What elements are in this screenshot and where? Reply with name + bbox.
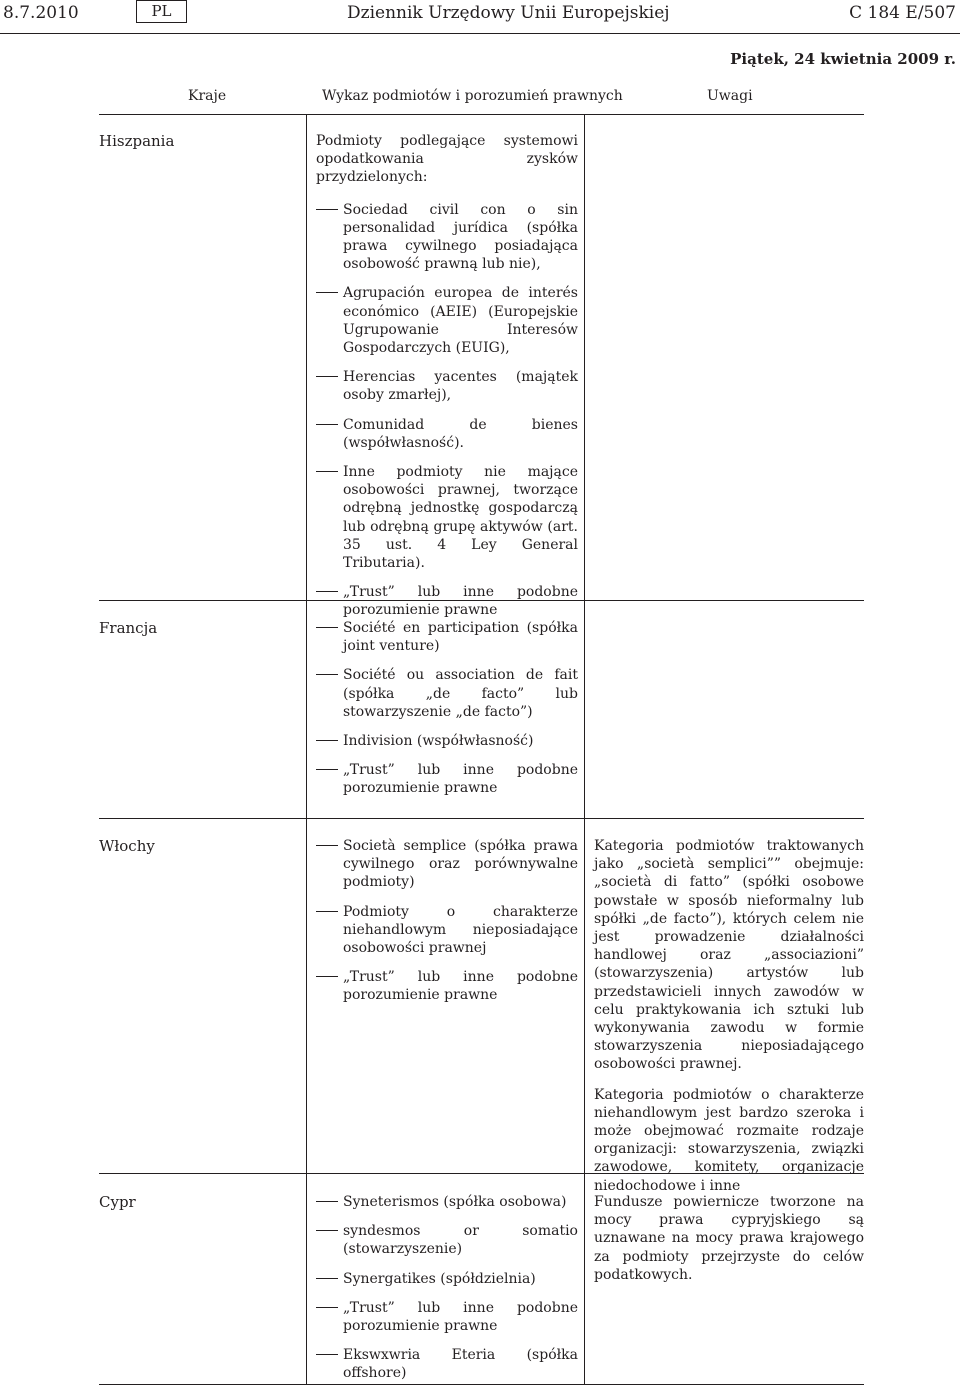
entity-list <box>316 1193 578 1394</box>
list-item: Inne podmioty nie mające osobowości prawnej, tworzące odrębną jednostkę gospodarczą lub odrębną grupę aktywów (art. 35 ust. 4 Ley General Tributaria). <box>316 463 578 572</box>
dash-bullet <box>316 1230 338 1231</box>
list-item: Société en participation (spółka joint venture) <box>316 619 578 655</box>
entity-list <box>316 837 578 1016</box>
dash-bullet <box>316 376 338 377</box>
sitting-date: Piątek, 24 kwietnia 2009 r. <box>730 50 956 68</box>
dash-bullet <box>316 424 338 425</box>
list-item: Società semplice (spółka prawa cywilnego oraz porównywalne podmioty) <box>316 837 578 892</box>
remarks-cell <box>594 837 864 1207</box>
remark-paragraph: Fundusze powiernicze tworzone na mocy prawa cypryjskiego są uznawane na mocy prawa krajowego za podmioty przejrzyste do celów podatkowych. <box>594 1194 864 1283</box>
list-item: syndesmos or somatio (stowarzyszenie) <box>316 1222 578 1258</box>
dash-bullet <box>316 627 338 628</box>
dash-bullet <box>316 1354 338 1355</box>
list-item: Agrupación europea de interés económico (AEIE) (Europejskie Ugrupowanie Interesów Gospodarczych (EUIG), <box>316 284 578 357</box>
list-item: Comunidad de bienes (współwłasność). <box>316 416 578 452</box>
country-name: Włochy <box>99 837 155 855</box>
remark-paragraph: Kategoria podmiotów o charakterze niehandlowym jest bardzo szeroka i może obejmować rozmaite rodzaje organizacji: stowarzyszenia, związki zawodowe, komitety, organizacje niedochodowe i inne <box>594 1086 864 1194</box>
dash-bullet <box>316 1278 338 1279</box>
dash-bullet <box>316 845 338 846</box>
entity-list <box>316 132 578 631</box>
row-separator <box>99 818 864 819</box>
dash-bullet <box>316 1201 338 1202</box>
dash-bullet <box>316 209 338 210</box>
list-item: Podmioty o charakterze niehandlowym nieposiadające osobowości prawnej <box>316 903 578 958</box>
journal-title: Dziennik Urzędowy Unii Europejskiej <box>347 3 670 23</box>
page-reference: C 184 E/507 <box>849 3 956 23</box>
country-name: Cypr <box>99 1193 136 1211</box>
dash-bullet <box>316 674 338 675</box>
list-item: Herencias yacentes (majątek osoby zmarłej), <box>316 368 578 404</box>
list-item: „Trust” lub inne podobne porozumienie prawne <box>316 583 578 619</box>
dash-bullet <box>316 292 338 293</box>
list-item: Synergatikes (spółdzielnia) <box>316 1270 578 1288</box>
column-header-country: Kraje <box>188 88 227 104</box>
dash-bullet <box>316 911 338 912</box>
column-header-list: Wykaz podmiotów i porozumień prawnych <box>322 88 623 104</box>
language-badge: PL <box>136 0 187 23</box>
issue-date: 8.7.2010 <box>3 3 79 23</box>
country-name: Hiszpania <box>99 132 175 150</box>
list-item: „Trust” lub inne podobne porozumienie prawne <box>316 761 578 797</box>
column-divider <box>584 114 585 1385</box>
list-item: „Trust” lub inne podobne porozumienie prawne <box>316 1299 578 1335</box>
column-divider <box>306 114 307 1385</box>
dash-bullet <box>316 740 338 741</box>
list-item: Ekswxwria Eteria (spółka offshore) <box>316 1346 578 1382</box>
list-item: Indivision (współwłasność) <box>316 732 578 750</box>
country-name: Francja <box>99 619 158 637</box>
list-item: Sociedad civil con o sin personalidad jurídica (spółka prawa cywilnego posiadająca osobowość prawną lub nie), <box>316 201 578 274</box>
dash-bullet <box>316 591 338 592</box>
dash-bullet <box>316 976 338 977</box>
table-header-rule <box>99 114 864 115</box>
remark-paragraph: Kategoria podmiotów traktowanych jako „società semplici”” obejmuje: „società di fatto” (spółki osobowe powstałe w sposób nieformalny lub spółki „de facto”), których celem nie jest prowadzenie działalności handlowej oraz „associazioni” (stowarzyszenia) artystów lub przedstawicieli innych zawodów w celu praktykowania ich sztuki lub wykonywania zawodu w formie stowarzyszenia nieposiadającego osobowości prawnej. <box>594 838 864 1073</box>
dash-bullet <box>316 471 338 472</box>
dash-bullet <box>316 1307 338 1308</box>
column-header-remarks: Uwagi <box>707 88 753 104</box>
entity-intro: Podmioty podlegające systemowi opodatkowania zysków przydzielonych: <box>316 133 578 186</box>
list-item: Syneterismos (spółka osobowa) <box>316 1193 578 1211</box>
remarks-cell <box>594 1193 864 1296</box>
dash-bullet <box>316 769 338 770</box>
running-header <box>0 0 960 34</box>
list-item: Société ou association de fait (spółka „de facto” lub stowarzyszenie „de facto”) <box>316 666 578 721</box>
entity-list <box>316 619 578 809</box>
list-item: „Trust” lub inne podobne porozumienie prawne <box>316 968 578 1004</box>
